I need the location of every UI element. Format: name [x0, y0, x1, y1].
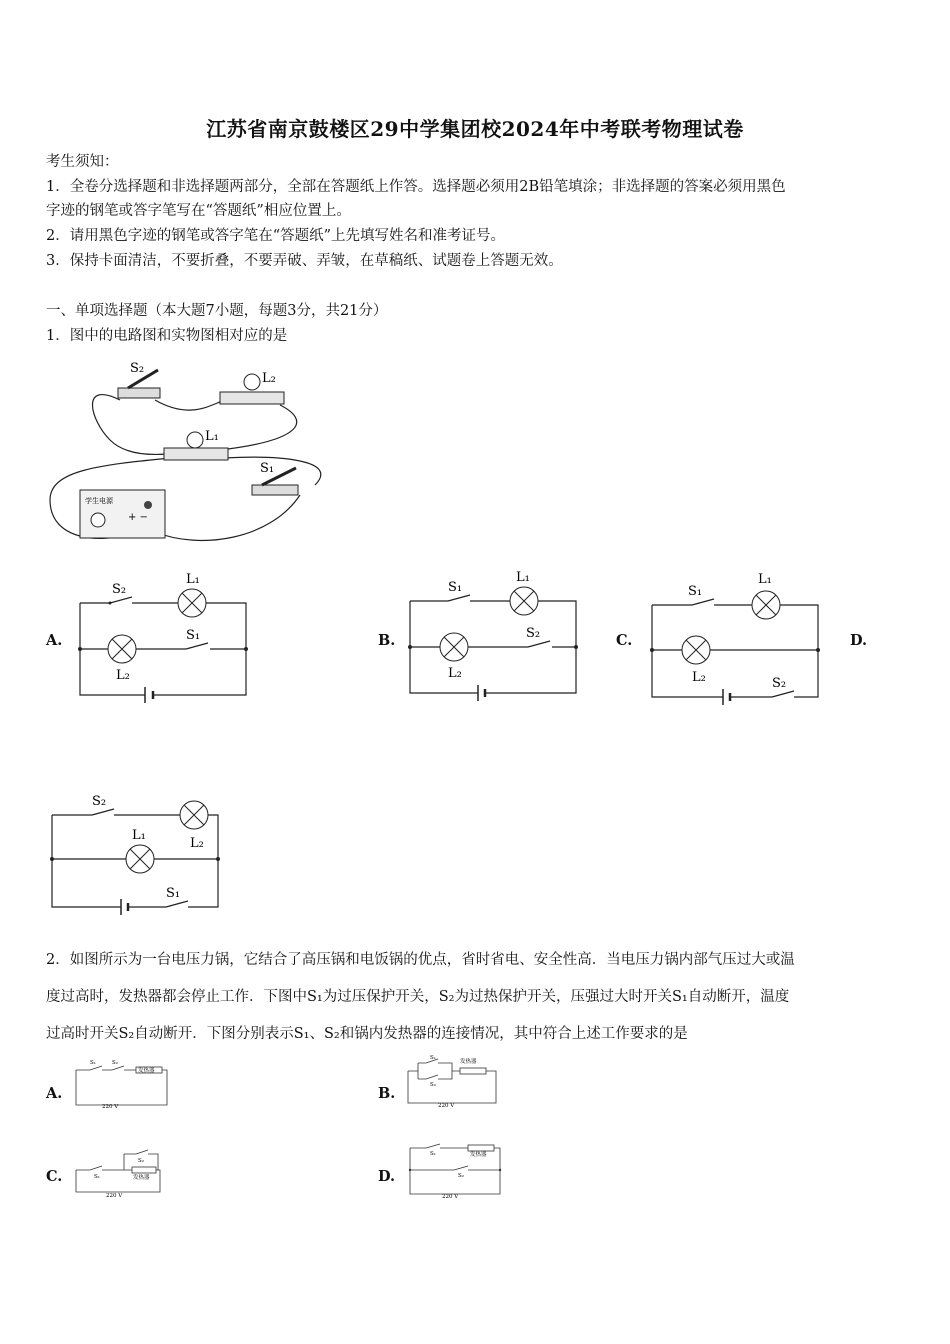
q2-d-s1: S₁: [430, 1151, 436, 1157]
diagram-a-s1: S₁: [186, 628, 201, 643]
q2-b-s2: S₂: [430, 1082, 436, 1088]
diagram-d-s2: S₂: [92, 794, 107, 809]
q1-option-d-label[interactable]: D.: [850, 632, 868, 649]
diagram-c-l2: L₂: [692, 670, 706, 685]
question-1-stem: 1．图中的电路图和实物图相对应的是: [46, 328, 288, 344]
diagram-c-s1: S₁: [688, 584, 703, 599]
q1-physical-circuit: [40, 360, 330, 550]
q2-option-c-diagram: [72, 1140, 172, 1200]
q1-option-b-label[interactable]: B.: [378, 632, 396, 649]
q2-d-heater: 发热器: [470, 1152, 487, 1158]
q2-a-s1: S₁: [90, 1060, 96, 1066]
notice-item-3: 3．保持卡面清洁，不要折叠，不要弄破、弄皱，在草稿纸、试题卷上答题无效。: [46, 253, 563, 269]
q2-option-a-label[interactable]: A.: [46, 1085, 63, 1102]
photo-label-s1: S₁: [260, 461, 275, 476]
photo-label-supply: 学生电源: [85, 497, 113, 505]
section-heading: 一、单项选择题（本大题7小题，每题3分，共21分）: [46, 303, 388, 319]
q2-c-voltage: 220 V: [106, 1193, 123, 1199]
q2-a-s2: S₂: [112, 1060, 118, 1066]
photo-label-l1: L₁: [205, 429, 219, 444]
diagram-b-l2: L₂: [448, 666, 462, 681]
q1-option-c-label[interactable]: C.: [616, 632, 633, 649]
q2-b-s1: S₁: [430, 1055, 436, 1061]
photo-label-s2: S₂: [130, 361, 145, 376]
notice-item-2: 2．请用黑色字迹的钢笔或答字笔在“答题纸”上先填写姓名和准考证号。: [46, 228, 506, 244]
q2-c-s1: S₁: [94, 1174, 100, 1180]
diagram-a-l2: L₂: [116, 668, 130, 683]
diagram-a-s2: S₂: [112, 582, 127, 597]
diagram-b-s2: S₂: [526, 626, 541, 641]
question-2-line-3: 过高时开关S₂自动断开．下图分别表示S₁、S₂和锅内发热器的连接情况，其中符合上述工作要求的是: [46, 1026, 688, 1042]
q2-d-voltage: 220 V: [442, 1194, 459, 1200]
question-2-line-1: 2．如图所示为一台电压力锅，它结合了高压锅和电饭锅的优点，省时省电、安全性高．当电压力锅内部气压过大或温: [46, 952, 795, 968]
diagram-c-l1: L₁: [758, 572, 772, 587]
question-2-line-2: 度过高时，发热器都会停止工作．下图中S₁为过压保护开关，S₂为过热保护开关，压强过大时开关S₁自动断开，温度: [46, 989, 790, 1005]
q1-option-b-diagram: [400, 565, 590, 705]
q2-b-voltage: 220 V: [438, 1103, 455, 1109]
q2-option-d-diagram: [404, 1140, 504, 1200]
diagram-b-s1: S₁: [448, 580, 463, 595]
q2-option-b-diagram: [404, 1055, 504, 1110]
q2-option-b-label[interactable]: B.: [378, 1085, 396, 1102]
svg-text:+ −: + −: [128, 512, 148, 523]
q2-c-heater: 发热器: [133, 1175, 150, 1181]
q2-a-voltage: 220 V: [102, 1104, 119, 1110]
diagram-b-l1: L₁: [516, 570, 530, 585]
notice-heading: 考生须知：: [46, 154, 119, 170]
diagram-d-s1: S₁: [166, 886, 181, 901]
photo-label-l2: L₂: [262, 371, 276, 386]
q2-d-s2: S₂: [458, 1173, 464, 1179]
q2-option-d-label[interactable]: D.: [378, 1168, 396, 1185]
q1-option-d-diagram: [40, 785, 240, 925]
q2-b-heater: 发热器: [460, 1059, 477, 1065]
q1-option-c-diagram: [642, 565, 832, 705]
diagram-a-l1: L₁: [186, 572, 200, 587]
diagram-d-l2: L₂: [190, 836, 204, 851]
notice-item-1: 1．全卷分选择题和非选择题两部分，全部在答题纸上作答。选择题必须用2B铅笔填涂；非选择题的答案必须用黑色: [46, 179, 786, 195]
q2-option-a-diagram: [72, 1060, 172, 1110]
q2-a-heater: 发热器: [138, 1068, 155, 1074]
q2-option-c-label[interactable]: C.: [46, 1168, 63, 1185]
q1-option-a-diagram: [70, 565, 260, 705]
diagram-c-s2: S₂: [772, 676, 787, 691]
page-title: 江苏省南京鼓楼区29中学集团校2024年中考联考物理试卷: [206, 117, 744, 141]
q2-c-s2: S₂: [138, 1158, 144, 1164]
diagram-d-l1: L₁: [132, 828, 146, 843]
notice-item-1-cont: 字迹的钢笔或答字笔写在“答题纸”相应位置上。: [46, 203, 351, 219]
q1-option-a-label[interactable]: A.: [46, 632, 63, 649]
